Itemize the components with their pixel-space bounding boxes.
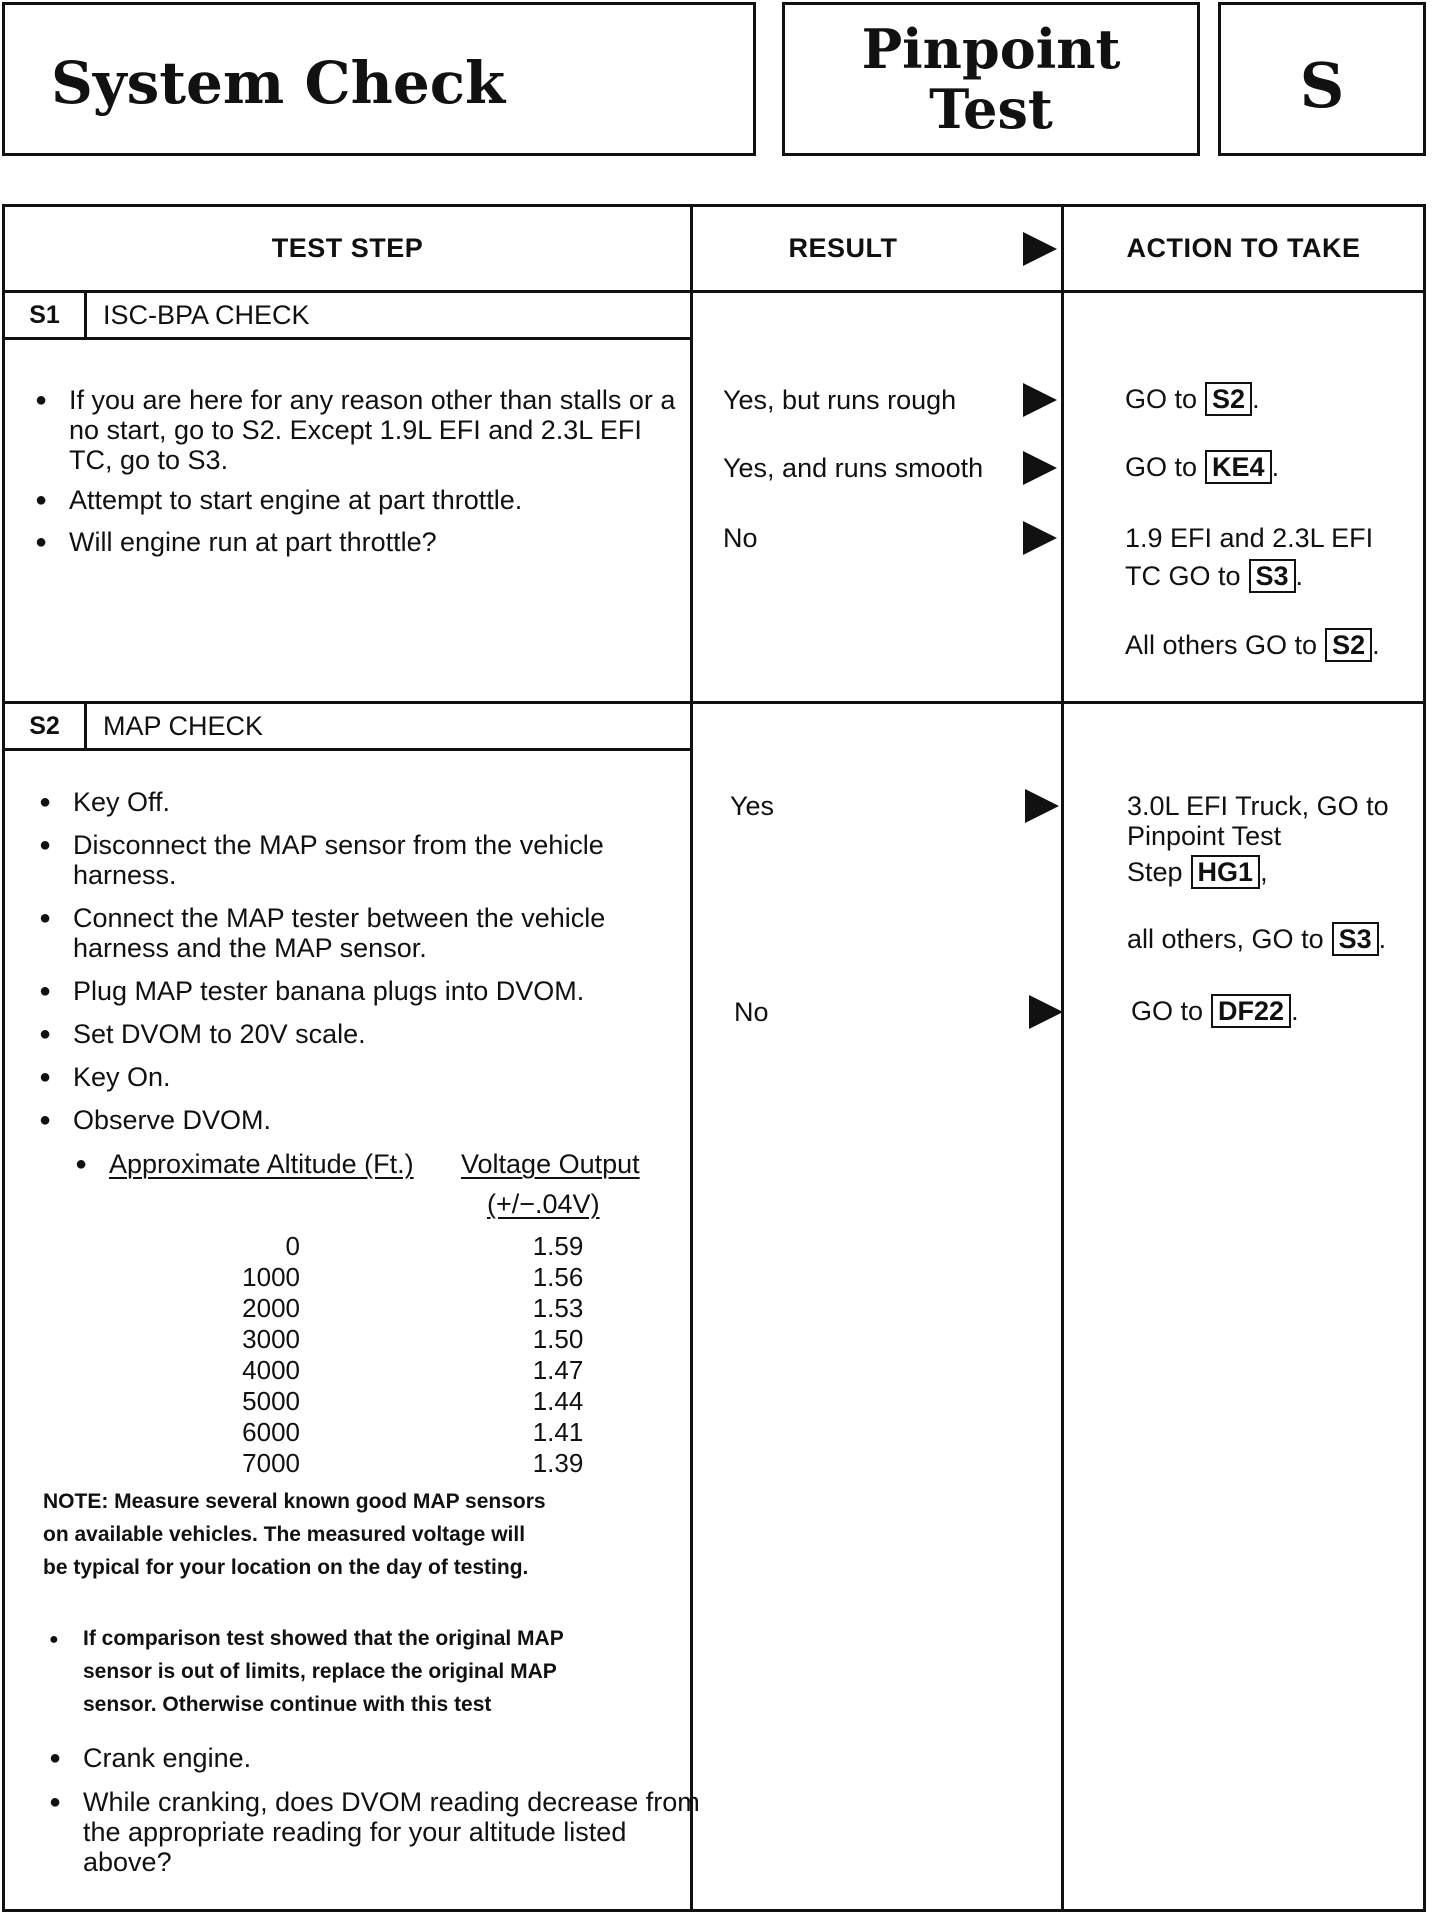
s1-result-2: Yes, and runs smooth [723,453,984,483]
altitude-value: 7000 [242,1448,300,1478]
action-text: Step [1127,857,1183,887]
action-punct: . [1295,561,1304,591]
s2-result-no: No [734,997,769,1027]
s2-bullet-7: ● Observe DVOM. [39,1105,693,1135]
altitude-col-header [75,1149,414,1179]
action-text: all others, GO to [1127,924,1324,954]
pinpoint-line-2: Test [929,77,1053,141]
step-ref-df22[interactable]: DF22 [1211,994,1291,1028]
arrow-icon [1025,789,1059,823]
s2-bullet-1: ● Key Off. [39,787,693,817]
step-id: S2 [5,704,87,748]
action-text: GO to [1131,996,1204,1026]
action-punct: . [1378,924,1387,954]
s2-bullet-8: ● Crank engine. [49,1743,703,1773]
action-text: All others GO to [1125,630,1318,660]
step-ref-hg1[interactable]: HG1 [1191,855,1261,889]
action-text: GO to [1125,452,1198,482]
voltage-value: 1.53 [532,1293,584,1323]
test-code-box [1218,2,1426,156]
s1-result-3: No [723,523,758,553]
arrow-icon [1023,521,1057,555]
action-text: TC GO to [1125,561,1241,591]
action-text: 1.9 EFI and 2.3L EFI [1125,523,1374,553]
voltage-col-header: Voltage Output [461,1149,640,1179]
pinpoint-line-1: Pinpoint [861,17,1121,81]
column-divider-1 [690,207,693,1909]
s2-action-no [1131,994,1299,1028]
s1-bullet-2: ● Attempt to start engine at part throttle. [35,485,689,515]
s2-bullet-2: ● Disconnect the MAP sensor from the vehicle harness. [39,830,693,890]
col-action: ACTION TO TAKE [1126,233,1361,263]
s2-bullet-9: ● While cranking, does DVOM reading decrease from the appropriate reading for your altitude listed above? [49,1787,703,1877]
action-punct: . [1252,384,1260,414]
s1-action-4 [1125,628,1380,662]
step-ref-s2[interactable]: S2 [1325,628,1372,662]
step-s1-header [5,293,690,340]
s1-action-1 [1125,382,1260,416]
s2-bullet-5: ● Set DVOM to 20V scale. [39,1019,693,1049]
action-punct: . [1271,452,1280,482]
s2-action-others [1127,922,1386,956]
pinpoint-test-label [785,19,1197,139]
action-text: GO to [1125,384,1198,414]
voltage-value: 1.59 [532,1231,584,1261]
altitude-value: 0 [285,1231,300,1261]
test-table [2,204,1426,1912]
altitude-value: 1000 [242,1262,300,1292]
step-ref-s3[interactable]: S3 [1249,559,1296,593]
action-text: Pinpoint Test [1127,821,1282,851]
s1-action-3 [1125,523,1373,593]
voltage-value: 1.44 [532,1386,584,1416]
pinpoint-test-box [782,2,1200,156]
page-title: System Check [51,49,506,117]
col-result: RESULT [788,233,898,263]
voltage-value: 1.39 [532,1448,584,1478]
column-divider-2 [1061,207,1064,1909]
s1-action-2 [1125,450,1279,484]
action-punct: , [1260,857,1268,887]
arrow-icon [1029,995,1063,1029]
voltage-value: 1.56 [532,1262,584,1292]
s2-bullet-6: ● Key On. [39,1062,693,1092]
note-text: NOTE: Measure several known good MAP sensors on available vehicles. The measured voltage will be typical for your location on the day of testing. [43,1490,546,1579]
s1-result-1: Yes, but runs rough [723,385,957,415]
s1-bullet-3: ● Will engine run at part throttle? [35,527,689,557]
s2-result-yes: Yes [730,791,775,821]
step-ref-s2[interactable]: S2 [1205,382,1252,416]
altitude-value: 3000 [242,1324,300,1354]
voltage-value: 1.50 [532,1324,584,1354]
s1-bullet-1: ● If you are here for any reason other than stalls or a no start, go to S2. Except 1.9L EFI and 2.3L EFI TC, go to S3. [35,385,689,475]
arrow-icon [1023,232,1057,266]
action-punct: . [1372,630,1380,660]
voltage-tolerance: (+/−.04V) [487,1189,600,1219]
step-ref-s3[interactable]: S3 [1332,922,1379,956]
title-box [2,2,756,156]
step-ref-ke4[interactable]: KE4 [1205,450,1272,484]
altitude-value: 6000 [242,1417,300,1447]
step-id: S1 [5,293,87,337]
step-s2-header [5,704,690,751]
action-text: 3.0L EFI Truck, GO to [1127,791,1389,821]
altitude-value: 2000 [242,1293,300,1323]
step-name: ISC-BPA CHECK [103,300,310,330]
test-code: S [1299,49,1345,122]
col-test-step: TEST STEP [271,233,424,263]
s2-action-yes [1127,791,1389,889]
voltage-value: 1.41 [532,1417,584,1447]
voltage-value: 1.47 [532,1355,584,1385]
altitude-value: 4000 [242,1355,300,1385]
action-punct: . [1291,996,1299,1026]
step-name: MAP CHECK [103,711,264,741]
altitude-value: 5000 [242,1386,300,1416]
s2-bullet-3: ● Connect the MAP tester between the vehicle harness and the MAP sensor. [39,903,693,963]
arrow-icon [1023,383,1057,417]
s2-bullet-4: ● Plug MAP tester banana plugs into DVOM. [39,976,693,1006]
arrow-icon [1023,451,1057,485]
comparison-text: ● If comparison test showed that the original MAP sensor is out of limits, replace the original MAP sensor. Otherwise continue with this test [49,1622,623,1721]
altitude-header-text: Approximate Altitude (Ft.) [109,1149,414,1179]
